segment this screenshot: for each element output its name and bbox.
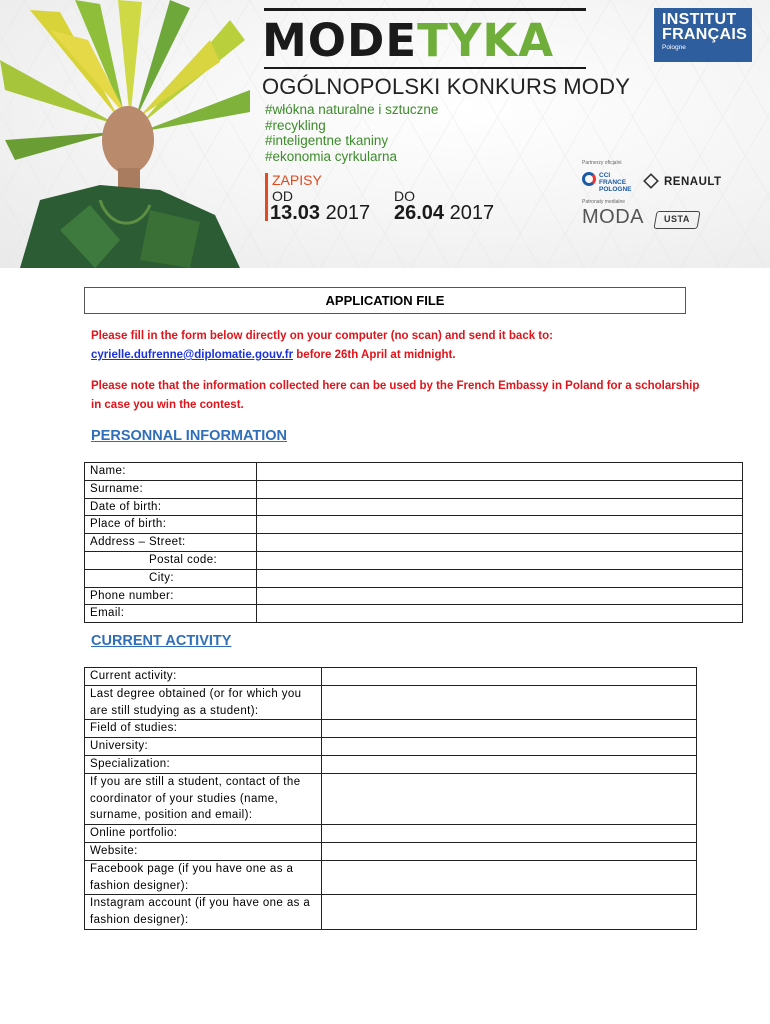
- field-label: Address – Street:: [85, 534, 257, 552]
- field-label: Specialization:: [85, 755, 322, 773]
- table-row: [85, 516, 743, 534]
- model-green-dress: [20, 185, 240, 268]
- study-coordinator-contact-field[interactable]: [322, 773, 697, 824]
- renault-logo-text: RENAULT: [664, 176, 722, 188]
- usta-logo: [655, 211, 699, 229]
- field-label: Date of birth:: [85, 498, 257, 516]
- field-label: Last degree obtained (or for which you are still studying as a student):: [85, 685, 322, 720]
- date-of-birth-field[interactable]: [257, 498, 743, 516]
- official-partners-label: Partnerzy oficjalni: [582, 160, 622, 166]
- field-label: Postal code:: [85, 551, 257, 569]
- media-patrons-label: Patronaty medialne: [582, 199, 626, 205]
- field-label: Facebook page (if you have one as a fashion designer):: [85, 860, 322, 895]
- institut-francais-logo: [654, 8, 752, 62]
- contest-banner: [0, 0, 770, 268]
- field-label: Current activity:: [85, 668, 322, 686]
- cci-france-pologne-logo: [582, 170, 638, 193]
- table-row: [85, 668, 697, 686]
- date-from-label: OD: [272, 188, 293, 204]
- table-row: [85, 860, 697, 895]
- hashtag-item: #ekonomia cyrkularna: [265, 148, 398, 164]
- instagram-account-field[interactable]: [322, 895, 697, 930]
- field-label: Place of birth:: [85, 516, 257, 534]
- field-label: Website:: [85, 842, 322, 860]
- contest-logo-title: [262, 14, 555, 67]
- cci-c-icon: [582, 172, 596, 186]
- table-row: [85, 569, 743, 587]
- current-activity-table: [84, 667, 697, 930]
- start-date-day: 13.03: [270, 202, 321, 224]
- contest-subtitle: OGÓLNOPOLSKI KONKURS MODY: [262, 74, 631, 99]
- last-degree-field[interactable]: [322, 685, 697, 720]
- renault-diamond-icon: [643, 173, 659, 189]
- current-activity-field[interactable]: [322, 668, 697, 686]
- online-portfolio-field[interactable]: [322, 825, 697, 843]
- personal-information-heading: PERSONNAL INFORMATION: [91, 428, 288, 444]
- hashtag-list: [265, 102, 438, 164]
- place-of-birth-field[interactable]: [257, 516, 743, 534]
- model-face: [102, 106, 154, 174]
- table-row: [85, 587, 743, 605]
- email-field[interactable]: [257, 605, 743, 623]
- university-field[interactable]: [322, 738, 697, 756]
- table-row: [85, 773, 697, 824]
- field-label: Online portfolio:: [85, 825, 322, 843]
- brand-title-part1: MODE: [262, 14, 418, 67]
- brand-title-part2: TYKA: [417, 14, 555, 67]
- table-row: [85, 720, 697, 738]
- table-row: [85, 480, 743, 498]
- hashtag-item: #recykling: [265, 117, 326, 133]
- end-date-day: 26.04: [394, 202, 445, 224]
- cci-logo-text: CCI FRANCE POLOGNE: [599, 172, 632, 193]
- field-label: Phone number:: [85, 587, 257, 605]
- current-activity-heading: CURRENT ACTIVITY: [91, 633, 232, 649]
- title-rule-top: [264, 8, 586, 11]
- field-label: Surname:: [85, 480, 257, 498]
- surname-field[interactable]: [257, 480, 743, 498]
- field-label: City:: [85, 569, 257, 587]
- field-label: Instagram account (if you have one as a fashion designer):: [85, 895, 322, 930]
- model-with-leaf-headdress-image: [0, 0, 260, 268]
- field-label: University:: [85, 738, 322, 756]
- usta-logo-text: USTA: [664, 214, 690, 224]
- table-row: [85, 755, 697, 773]
- data-usage-notice: Please note that the information collected here can be used by the French Embassy in Poland for a scholarship in case you win the contest.: [91, 380, 700, 411]
- deadline-text: before 26th April at midnight.: [293, 349, 456, 361]
- registration-end-date: [394, 202, 494, 225]
- moda-logo: MODA: [582, 206, 644, 228]
- institut-logo-line3: Pologne: [662, 44, 686, 51]
- table-row: [85, 685, 697, 720]
- table-row: [85, 825, 697, 843]
- phone-number-field[interactable]: [257, 587, 743, 605]
- title-rule-bottom: [264, 67, 586, 69]
- field-label: If you are still a student, contact of the coordinator of your studies (name, surname, position and email):: [85, 773, 322, 824]
- website-field[interactable]: [322, 842, 697, 860]
- table-row: [85, 551, 743, 569]
- postal-code-field[interactable]: [257, 551, 743, 569]
- table-row: [85, 895, 697, 930]
- field-label: Email:: [85, 605, 257, 623]
- contact-email-link[interactable]: cyrielle.dufrenne@diplomatie.gouv.fr: [91, 349, 294, 361]
- registration-accent-bar: [265, 173, 268, 221]
- facebook-page-field[interactable]: [322, 860, 697, 895]
- table-row: [85, 463, 743, 481]
- table-row: [85, 534, 743, 552]
- street-field[interactable]: [257, 534, 743, 552]
- application-file-title: APPLICATION FILE: [84, 287, 686, 314]
- hashtag-item: #włókna naturalne i sztuczne: [265, 102, 439, 117]
- hashtag-item: #inteligentne tkaniny: [265, 133, 389, 148]
- field-label: Field of studies:: [85, 720, 322, 738]
- renault-logo: [644, 172, 734, 192]
- date-to-label: DO: [394, 188, 415, 204]
- table-row: [85, 498, 743, 516]
- city-field[interactable]: [257, 569, 743, 587]
- table-row: [85, 842, 697, 860]
- submission-instructions-text: Please fill in the form below directly on your computer (no scan) and send it back to:: [91, 330, 553, 342]
- registration-label: ZAPISY: [272, 172, 322, 188]
- end-date-year: 2017: [449, 202, 495, 224]
- field-of-studies-field[interactable]: [322, 720, 697, 738]
- registration-start-date: [270, 202, 370, 225]
- table-row: [85, 738, 697, 756]
- start-date-year: 2017: [325, 202, 371, 224]
- name-field[interactable]: [257, 463, 743, 481]
- institut-logo-line2: FRANÇAIS: [662, 26, 748, 43]
- field-label: Name:: [85, 463, 257, 481]
- personal-information-table: [84, 462, 743, 623]
- submission-instructions: [91, 327, 701, 365]
- institut-logo-line1: INSTITUT: [662, 11, 737, 28]
- specialization-field[interactable]: [322, 755, 697, 773]
- table-row: [85, 605, 743, 623]
